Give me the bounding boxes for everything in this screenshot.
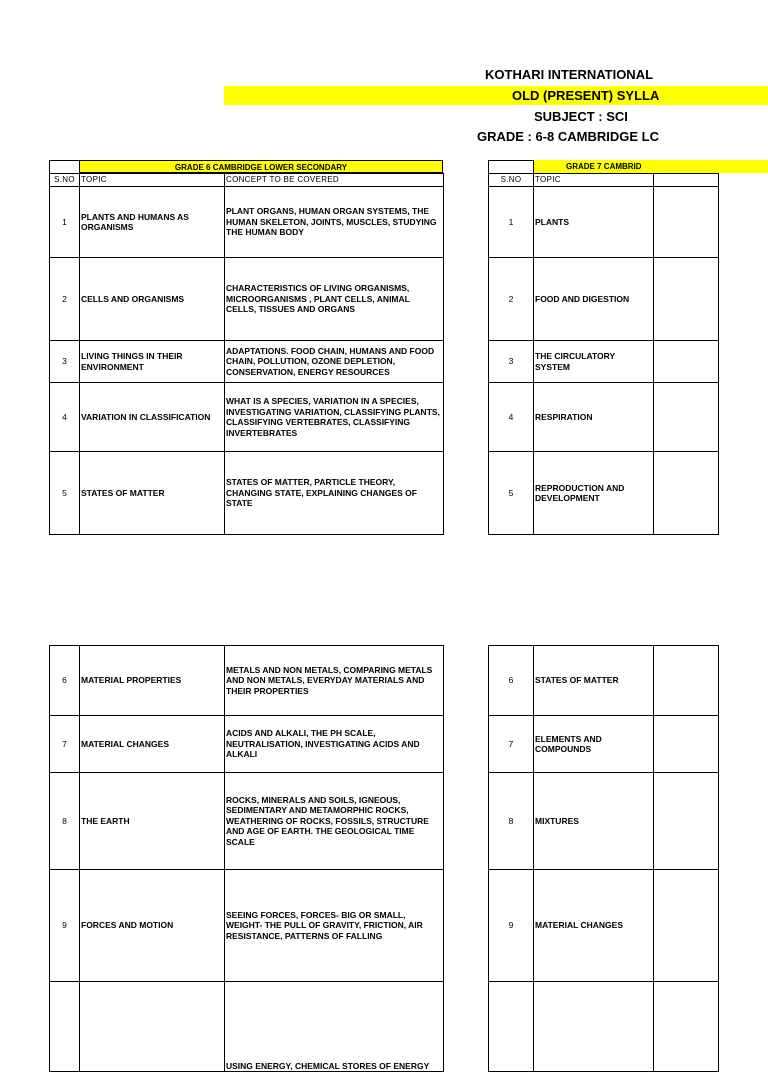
row-topic: ELEMENTS AND COMPOUNDS — [534, 716, 654, 773]
row-topic: MATERIAL PROPERTIES — [80, 646, 225, 716]
table-row — [50, 187, 444, 258]
row-sno: 8 — [50, 773, 80, 870]
row-topic: PLANTS — [534, 187, 654, 258]
row-sno: 7 — [50, 716, 80, 773]
table-row — [489, 187, 719, 258]
col-concept: CONCEPT TO BE COVERED — [225, 174, 444, 187]
table-row — [50, 258, 444, 341]
row-sno: 9 — [489, 870, 534, 982]
grade7-table — [488, 160, 719, 535]
grade6-corner-cell — [50, 161, 80, 174]
row-sno: 8 — [489, 773, 534, 870]
row-sno: 6 — [50, 646, 80, 716]
row-topic: CELLS AND ORGANISMS — [80, 258, 225, 341]
row-concept: ADAPTATIONS. FOOD CHAIN, HUMANS AND FOOD CHAIN, POLLUTION, OZONE DEPLETION, CONSERVATION, ENERGY RESOURCES — [225, 341, 444, 383]
row-sno: 1 — [489, 187, 534, 258]
row-topic: THE CIRCULATORY SYSTEM — [534, 341, 654, 383]
grade-title: GRADE : 6-8 CAMBRIDGE LC — [477, 129, 660, 144]
row-sno: 3 — [489, 341, 534, 383]
table-row — [489, 982, 719, 1072]
table-row — [489, 383, 719, 452]
row-concept: ROCKS, MINERALS AND SOILS, IGNEOUS, SEDIMENTARY AND METAMORPHIC ROCKS, WEATHERING OF ROCKS, FOSSILS, STRUCTURE AND AGE OF EARTH. THE GEOLOGICAL TIME SCALE — [225, 773, 444, 870]
grade7-corner-cell — [489, 161, 534, 174]
row-topic — [80, 982, 225, 1072]
table-row — [489, 258, 719, 341]
table-row — [50, 646, 444, 716]
row-sno: 7 — [489, 716, 534, 773]
row-topic: FOOD AND DIGESTION — [534, 258, 654, 341]
row-sno: 4 — [489, 383, 534, 452]
row-topic: VARIATION IN CLASSIFICATION — [80, 383, 225, 452]
row-topic: THE EARTH — [80, 773, 225, 870]
row-concept: SEEING FORCES, FORCES- BIG OR SMALL, WEIGHT- THE PULL OF GRAVITY, FRICTION, AIR RESISTANCE, PATTERNS OF FALLING — [225, 870, 444, 982]
table-row — [50, 982, 444, 1072]
grade6-table2 — [49, 645, 444, 1072]
grade7-table-clip — [487, 160, 653, 540]
row-concept: ACIDS AND ALKALI, THE PH SCALE, NEUTRALISATION, INVESTIGATING ACIDS AND ALKALI — [225, 716, 444, 773]
school-name: KOTHARI INTERNATIONAL — [485, 67, 654, 82]
row-sno: 4 — [50, 383, 80, 452]
row-topic: PLANTS AND HUMANS AS ORGANISMS — [80, 187, 225, 258]
row-sno — [489, 982, 534, 1072]
row-topic: RESPIRATION — [534, 383, 654, 452]
row-sno: 5 — [489, 452, 534, 535]
row-concept: CHARACTERISTICS OF LIVING ORGANISMS, MICROORGANISMS , PLANT CELLS, ANIMAL CELLS, TISSUES AND ORGANS — [225, 258, 444, 341]
table-row — [489, 646, 719, 716]
table-row — [50, 383, 444, 452]
row-topic: MIXTURES — [534, 773, 654, 870]
row-topic: MATERIAL CHANGES — [80, 716, 225, 773]
row-sno: 3 — [50, 341, 80, 383]
row-topic: STATES OF MATTER — [80, 452, 225, 535]
grade7-title: GRADE 7 CAMBRID — [533, 160, 768, 173]
table-row — [50, 870, 444, 982]
row-concept: METALS AND NON METALS, COMPARING METALS AND NON METALS, EVERYDAY MATERIALS AND THEIR PROPERTIES — [225, 646, 444, 716]
grade6-table — [49, 160, 444, 535]
grade6-column-header — [50, 174, 444, 187]
row-topic — [534, 982, 654, 1072]
table-row — [489, 773, 719, 870]
row-concept: PLANT ORGANS, HUMAN ORGAN SYSTEMS, THE HUMAN SKELETON, JOINTS, MUSCLES, STUDYING THE HUMAN BODY — [225, 187, 444, 258]
row-sno: 2 — [489, 258, 534, 341]
col-sno: S.NO — [50, 174, 80, 187]
grade7-table2-clip — [487, 645, 653, 1024]
row-sno — [50, 982, 80, 1072]
table-row — [50, 716, 444, 773]
table-row — [50, 452, 444, 535]
table-row — [489, 452, 719, 535]
col-sno: S.NO — [489, 174, 534, 187]
row-sno: 9 — [50, 870, 80, 982]
row-sno: 6 — [489, 646, 534, 716]
row-topic: REPRODUCTION AND DEVELOPMENT — [534, 452, 654, 535]
row-topic: FORCES AND MOTION — [80, 870, 225, 982]
row-sno: 2 — [50, 258, 80, 341]
table-row — [489, 870, 719, 982]
col-topic: TOPIC — [80, 174, 225, 187]
table-row — [489, 341, 719, 383]
row-sno: 5 — [50, 452, 80, 535]
row-concept: WHAT IS A SPECIES, VARIATION IN A SPECIES, INVESTIGATING VARIATION, CLASSIFYING PLANTS, CLASSIFYING VERTEBRATES, CLASSIFYING INVERTEBRATES — [225, 383, 444, 452]
table-row — [50, 341, 444, 383]
syllabus-highlight — [224, 86, 768, 105]
col-topic: TOPIC — [534, 174, 654, 187]
row-topic: STATES OF MATTER — [534, 646, 654, 716]
syllabus-title: OLD (PRESENT) SYLLA — [512, 88, 660, 103]
row-concept: USING ENERGY, CHEMICAL STORES OF ENERGY — [225, 982, 444, 1072]
grade7-column-header — [489, 174, 719, 187]
grade6-table2-clip — [49, 645, 444, 1071]
table-row — [489, 716, 719, 773]
table-row — [50, 773, 444, 870]
row-concept: STATES OF MATTER, PARTICLE THEORY, CHANGING STATE, EXPLAINING CHANGES OF STATE — [225, 452, 444, 535]
row-topic: LIVING THINGS IN THEIR ENVIRONMENT — [80, 341, 225, 383]
row-sno: 1 — [50, 187, 80, 258]
subject-title: SUBJECT : SCI — [534, 109, 628, 124]
grade7-table2 — [488, 645, 719, 1072]
row-topic: MATERIAL CHANGES — [534, 870, 654, 982]
grade6-title: GRADE 6 CAMBRIDGE LOWER SECONDARY — [79, 160, 443, 173]
